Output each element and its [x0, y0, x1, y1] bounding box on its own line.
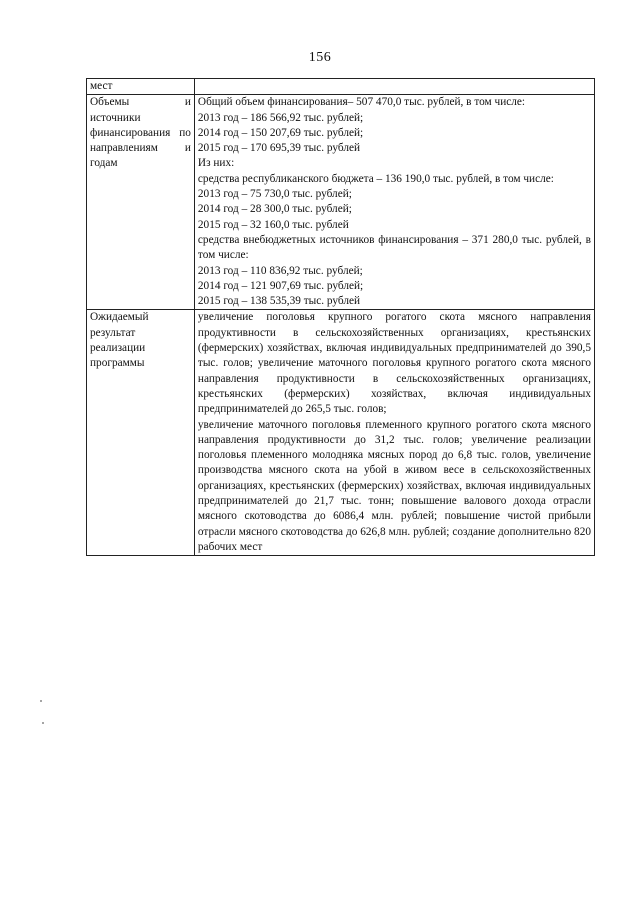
row-value-expected-result	[194, 310, 594, 556]
financing-year-line: 2013 год – 75 730,0 тыс. рублей;	[197, 188, 352, 201]
program-passport-table	[86, 78, 595, 556]
expected-result-paragraph: увеличение поголовья крупного рогатого скота мясного направления продуктивности в сельскохозяйственных организациях, крестьянских (фермерских) хозяйствах, включая индивидуальных предпринимателей до 390,5 тыс. голов; увеличение маточного поголовья крупного рогатого скота мясного направления продуктивности в сельскохозяйственных организациях, крестьянских (фермерских) хозяйствах, включая индивидуальных предпринимателей до 265,5 тыс. голов;	[197, 311, 591, 416]
page-number: 156	[308, 50, 332, 65]
row-label-financing: Объемы и источники финансирования по направлениям и годам	[87, 95, 195, 310]
table-row	[87, 95, 595, 310]
row-label-places: мест	[87, 79, 195, 95]
financing-extrabudgetary: средства внебюджетных источников финансирования – 371 280,0 тыс. рублей, в том числе:	[197, 233, 591, 262]
table-row	[87, 310, 595, 556]
financing-year-line: 2014 год – 121 907,69 тыс. рублей;	[197, 279, 364, 292]
scan-speck	[40, 700, 42, 702]
financing-year-line: 2014 год – 150 207,69 тыс. рублей;	[197, 126, 364, 139]
financing-of-them: Из них:	[197, 157, 235, 170]
financing-republican-budget: средства республиканского бюджета – 136 190,0 тыс. рублей, в том числе:	[197, 172, 554, 185]
financing-year-line: 2014 год – 28 300,0 тыс. рублей;	[197, 203, 352, 216]
financing-year-line: 2013 год – 186 566,92 тыс. рублей;	[197, 111, 364, 124]
financing-year-line: 2013 год – 110 836,92 тыс. рублей;	[197, 264, 363, 277]
financing-year-line: 2015 год – 32 160,0 тыс. рублей	[197, 218, 349, 231]
financing-year-line: 2015 год – 138 535,39 тыс. рублей	[197, 295, 361, 308]
row-value-financing	[194, 95, 594, 310]
row-label-expected-result: Ожидаемый результат реализации программы	[87, 310, 195, 556]
financing-year-line: 2015 год – 170 695,39 тыс. рублей	[197, 142, 361, 155]
row-value-places	[194, 79, 594, 95]
financing-total: Общий объем финансирования– 507 470,0 тыс. рублей, в том числе:	[197, 96, 526, 109]
table-row	[87, 79, 595, 95]
scan-speck	[42, 722, 44, 724]
expected-result-paragraph: увеличение маточного поголовья племенного крупного рогатого скота мясного направления продуктивности до 31,2 тыс. голов; увеличение реализации поголовья племенного молодняка мясных пород до 6,8 тыс. голов, увеличение производства мясного скота на убой в живом весе в сельскохозяйственных организациях, крестьянских (фермерских) хозяйствах, включая индивидуальных предпринимателей до 21,7 тыс. тонн; повышение валового дохода отрасли мясного скотоводства до 6086,4 млн. рублей; повышение чистой прибыли отрасли мясного скотоводства до 626,8 млн. рублей; создание дополнительно 820 рабочих мест	[197, 418, 591, 553]
